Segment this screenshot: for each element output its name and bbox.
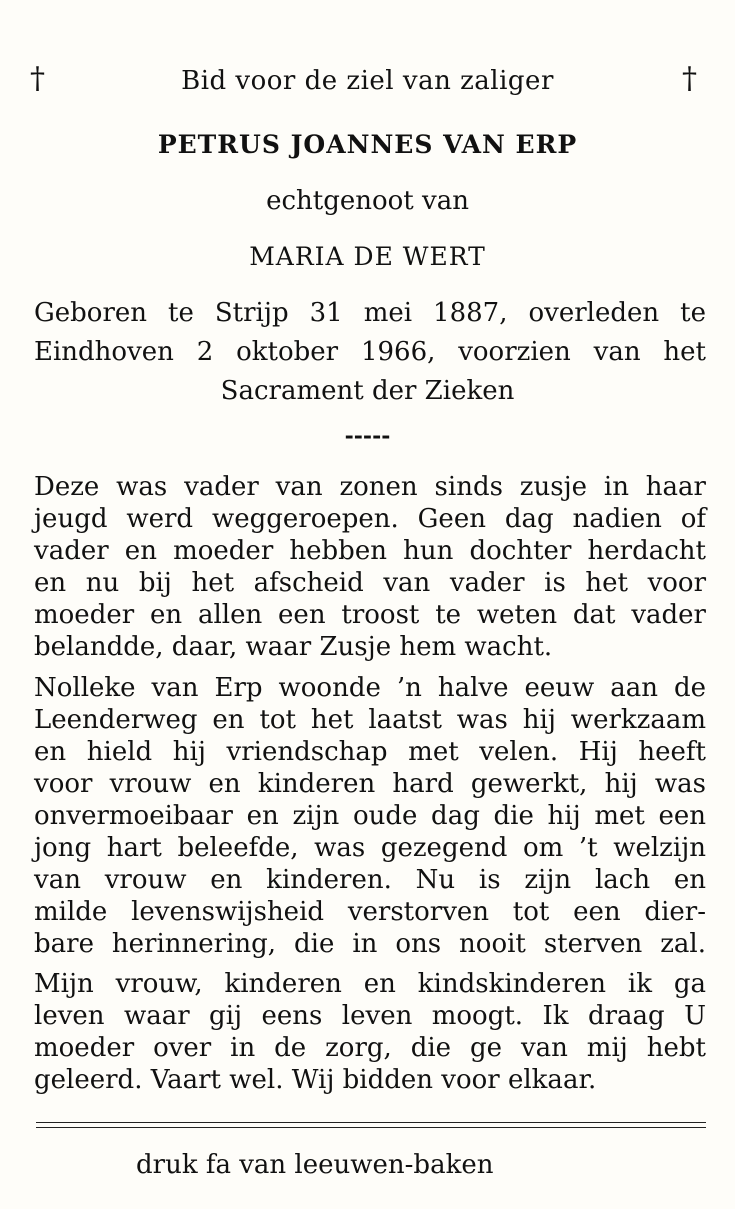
prayer-line: Bid voor de ziel van zaliger <box>181 66 554 96</box>
relation-text: echtgenoot van <box>266 186 469 216</box>
paragraph-line: Mijn vrouw, kinderen en kindskinderen ik ga <box>34 969 706 999</box>
paragraph-line: belandde, daar, waar Zusje hem wacht. <box>34 632 553 662</box>
paragraph-line: vader en moeder hebben hun dochter herdacht <box>34 536 706 566</box>
deceased-name: PETRUS JOANNES VAN ERP <box>157 130 578 159</box>
spouse-name: MARIA DE WERT <box>249 242 486 271</box>
paragraph-line: leven waar gij eens leven moogt. Ik draag U <box>34 1001 706 1031</box>
printer-credit: druk fa van leeuwen-baken <box>136 1150 494 1180</box>
divider-rule-top <box>36 1122 706 1123</box>
separator: ----- <box>344 423 391 449</box>
birth-death-line-3: Sacrament der Zieken <box>220 376 515 406</box>
birth-death-line-1: Geboren te Strijp 31 mei 1887, overleden te <box>34 298 706 328</box>
paragraph-line: jong hart beleefde, was gezegend om ’t welzijn <box>34 833 706 863</box>
cross-left-icon: † <box>30 61 45 96</box>
birth-death-line-2: Eindhoven 2 oktober 1966, voorzien van het <box>34 337 706 367</box>
paragraph-line: onvermoeibaar en zijn oude dag die hij met een <box>34 801 706 831</box>
paragraph-line: moeder over in de zorg, die ge van mij hebt <box>34 1033 706 1063</box>
paragraph-line: jeugd werd weggeroepen. Geen dag nadien of <box>34 504 706 534</box>
paragraph-line: en hield hij vriendschap met velen. Hij heeft <box>34 737 706 767</box>
paragraph-line: Deze was vader van zonen sinds zusje in haar <box>34 472 706 502</box>
paragraph-line: geleerd. Vaart wel. Wij bidden voor elkaar. <box>34 1065 597 1095</box>
paragraph-line: milde levenswijsheid verstorven tot een dier- <box>34 897 706 927</box>
paragraph-line: van vrouw en kinderen. Nu is zijn lach en <box>34 865 706 895</box>
paragraph-line: bare herinnering, die in ons nooit sterven zal. <box>34 929 706 959</box>
divider-rule-bottom <box>36 1127 706 1128</box>
paragraph-line: voor vrouw en kinderen hard gewerkt, hij was <box>34 769 706 799</box>
paragraph-line: Nolleke van Erp woonde ’n halve eeuw aan de <box>34 673 706 703</box>
paragraph-line: moeder en allen een troost te weten dat vader <box>34 600 706 630</box>
paragraph-line: en nu bij het afscheid van vader is het voor <box>34 568 706 598</box>
cross-right-icon: † <box>682 61 697 96</box>
paragraph-line: Leenderweg en tot het laatst was hij werkzaam <box>34 705 706 735</box>
